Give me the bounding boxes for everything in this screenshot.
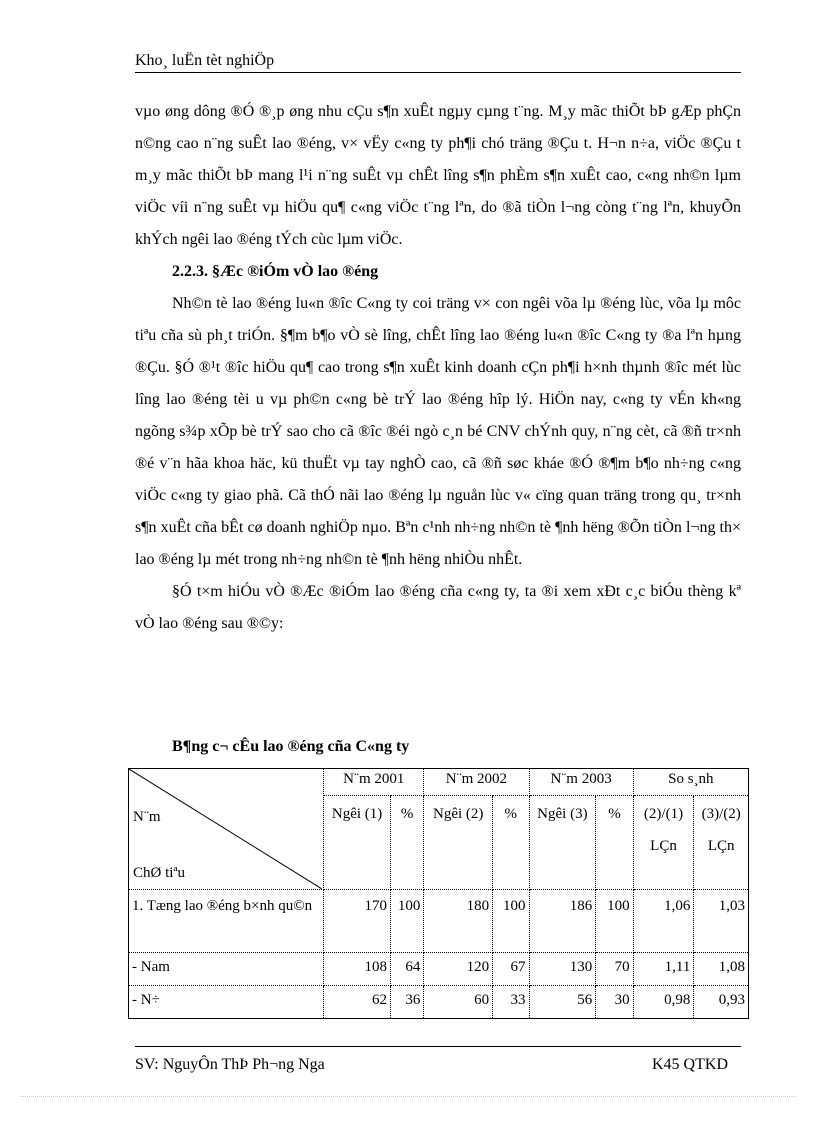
table-title: B¶ng c¬ cÊu lao ®éng cña C«ng ty: [172, 738, 410, 755]
labor-structure-table: [128, 768, 749, 1019]
row-label: 1. Tæng lao ®éng b×nh qu©n: [129, 890, 324, 953]
cell: 180: [424, 890, 493, 953]
section-heading: 2.2.3. §Æc ®iÓm vÒ lao ®éng: [172, 263, 379, 280]
cell: 64: [390, 953, 423, 986]
footer-divider: [135, 1046, 741, 1047]
cell: 100: [596, 890, 633, 953]
col-pct-3: %: [596, 796, 633, 890]
body-text: [135, 96, 741, 640]
col-compare-21: (2)/(1) LÇn: [633, 796, 694, 890]
footer-class: K45 QTKD: [652, 1056, 728, 1073]
table-row: [129, 953, 749, 986]
table-row: [129, 890, 749, 953]
cell: 130: [529, 953, 596, 986]
col-nguoi-2: Ngêi (2): [424, 796, 493, 890]
cell: 1,11: [633, 953, 694, 986]
paragraph-intro: vµo øng dông ®Ó ®¸p øng nhu cÇu s¶n xuÊt ngµy cµng t¨ng. M¸y mãc thiÕt bÞ gÆp phÇn n©ng cao n¨ng suÊt lao ®éng, v× vËy c«ng ty ph¶i chó träng ®Çu t. H¬n n÷a, viÖc ®Çu t m¸y mãc thiÕt bÞ mang l¹i n¨ng suÊt vµ chÊt lîng s¶n phÈm s¶n xuÊt cao, c«ng nh©n lµm viÖc víi n¨ng suÊt vµ hiÖu qu¶ c«ng viÖc t¨ng lªn, do ®ã tiÒn l¬ng còng t¨ng lªn, khuyÕn khÝch ngêi lao ®éng tÝch cùc lµm viÖc.: [135, 103, 741, 248]
cell: 1,08: [694, 953, 749, 986]
year-2001-header: N¨m 2001: [324, 769, 424, 796]
year-2003-header: N¨m 2003: [529, 769, 633, 796]
cell: 56: [529, 986, 596, 1019]
col-nguoi-1: Ngêi (1): [324, 796, 391, 890]
col-nguoi-3: Ngêi (3): [529, 796, 596, 890]
page-bottom-edge: [20, 1096, 796, 1097]
compare-header: So s¸nh: [633, 769, 748, 796]
cell: 0,98: [633, 986, 694, 1019]
cell: 100: [493, 890, 529, 953]
cell: 186: [529, 890, 596, 953]
cell: 0,93: [694, 986, 749, 1019]
cell: 1,03: [694, 890, 749, 953]
cell: 120: [424, 953, 493, 986]
cell: 1,06: [633, 890, 694, 953]
cell: 30: [596, 986, 633, 1019]
paragraph-labor: Nh©n tè lao ®éng lu«n ®îc C«ng ty coi träng v× con ngêi võa lµ ®éng lùc, võa lµ môc tiªu cña sù ph¸t triÓn. §¶m b¶o vÒ sè lîng, chÊt lîng lao ®éng lu«n ®îc C«ng ty ®a lªn hµng ®Çu. §Ó ®¹t ®îc hiÖu qu¶ cao trong s¶n xuÊt kinh doanh cÇn ph¶i h×nh thµnh ®îc mét lùc lîng lao ®éng tèi u vµ ph©n c«ng bè trÝ lao ®éng hîp lý. HiÖn nay, c«ng ty vÉn kh«ng ngõng s¾p xÕp bè trÝ sao cho cã ®îc ®éi ngò c¸n bé CNV chÝnh quy, n¨ng cèt, cã ®ñ tr×nh ®é v¨n hãa khoa häc, kü thuËt vµ tay nghÒ cao, cã ®ñ søc kháe ®Ó ®¶m b¶o nh÷ng c«ng viÖc c«ng ty giao phã. Cã thÓ nãi lao ®éng lµ nguån lùc v« cïng quan träng trong qu¸ tr×nh s¶n xuÊt cña bÊt cø doanh nghiÖp nµo. Bªn c¹nh nh÷ng nh©n tè ¶nh hëng ®Õn tiÒn l¬ng th× lao ®éng lµ mét trong nh÷ng nh©n tè ¶nh hëng nhiÒu nhÊt.: [135, 295, 741, 568]
cell: 33: [493, 986, 529, 1019]
cell: 108: [324, 953, 391, 986]
col-pct-2: %: [493, 796, 529, 890]
corner-label-indicator: ChØ tiªu: [133, 865, 186, 881]
table-row: [129, 986, 749, 1019]
table-header-row: [129, 769, 749, 796]
footer-author: SV: NguyÔn ThÞ Ph¬ng Nga: [135, 1056, 325, 1073]
cell: 100: [390, 890, 423, 953]
col-compare-32: (3)/(2) LÇn: [694, 796, 749, 890]
corner-label-year: N¨m: [133, 809, 161, 825]
cell: 67: [493, 953, 529, 986]
cell: 36: [390, 986, 423, 1019]
page-header: Kho¸ luËn tèt nghiÖp: [135, 52, 741, 73]
cell: 170: [324, 890, 391, 953]
year-2002-header: N¨m 2002: [424, 769, 529, 796]
cell: 62: [324, 986, 391, 1019]
col-pct-1: %: [390, 796, 423, 890]
row-label: - N÷: [129, 986, 324, 1019]
corner-header-cell: [129, 769, 324, 890]
row-label: - Nam: [129, 953, 324, 986]
paragraph-table-intro: §Ó t×m hiÓu vÒ ®Æc ®iÓm lao ®éng cña c«ng ty, ta ®i xem xÐt c¸c biÓu thèng kª vÒ lao ®éng sau ®©y:: [135, 583, 741, 632]
cell: 60: [424, 986, 493, 1019]
cell: 70: [596, 953, 633, 986]
